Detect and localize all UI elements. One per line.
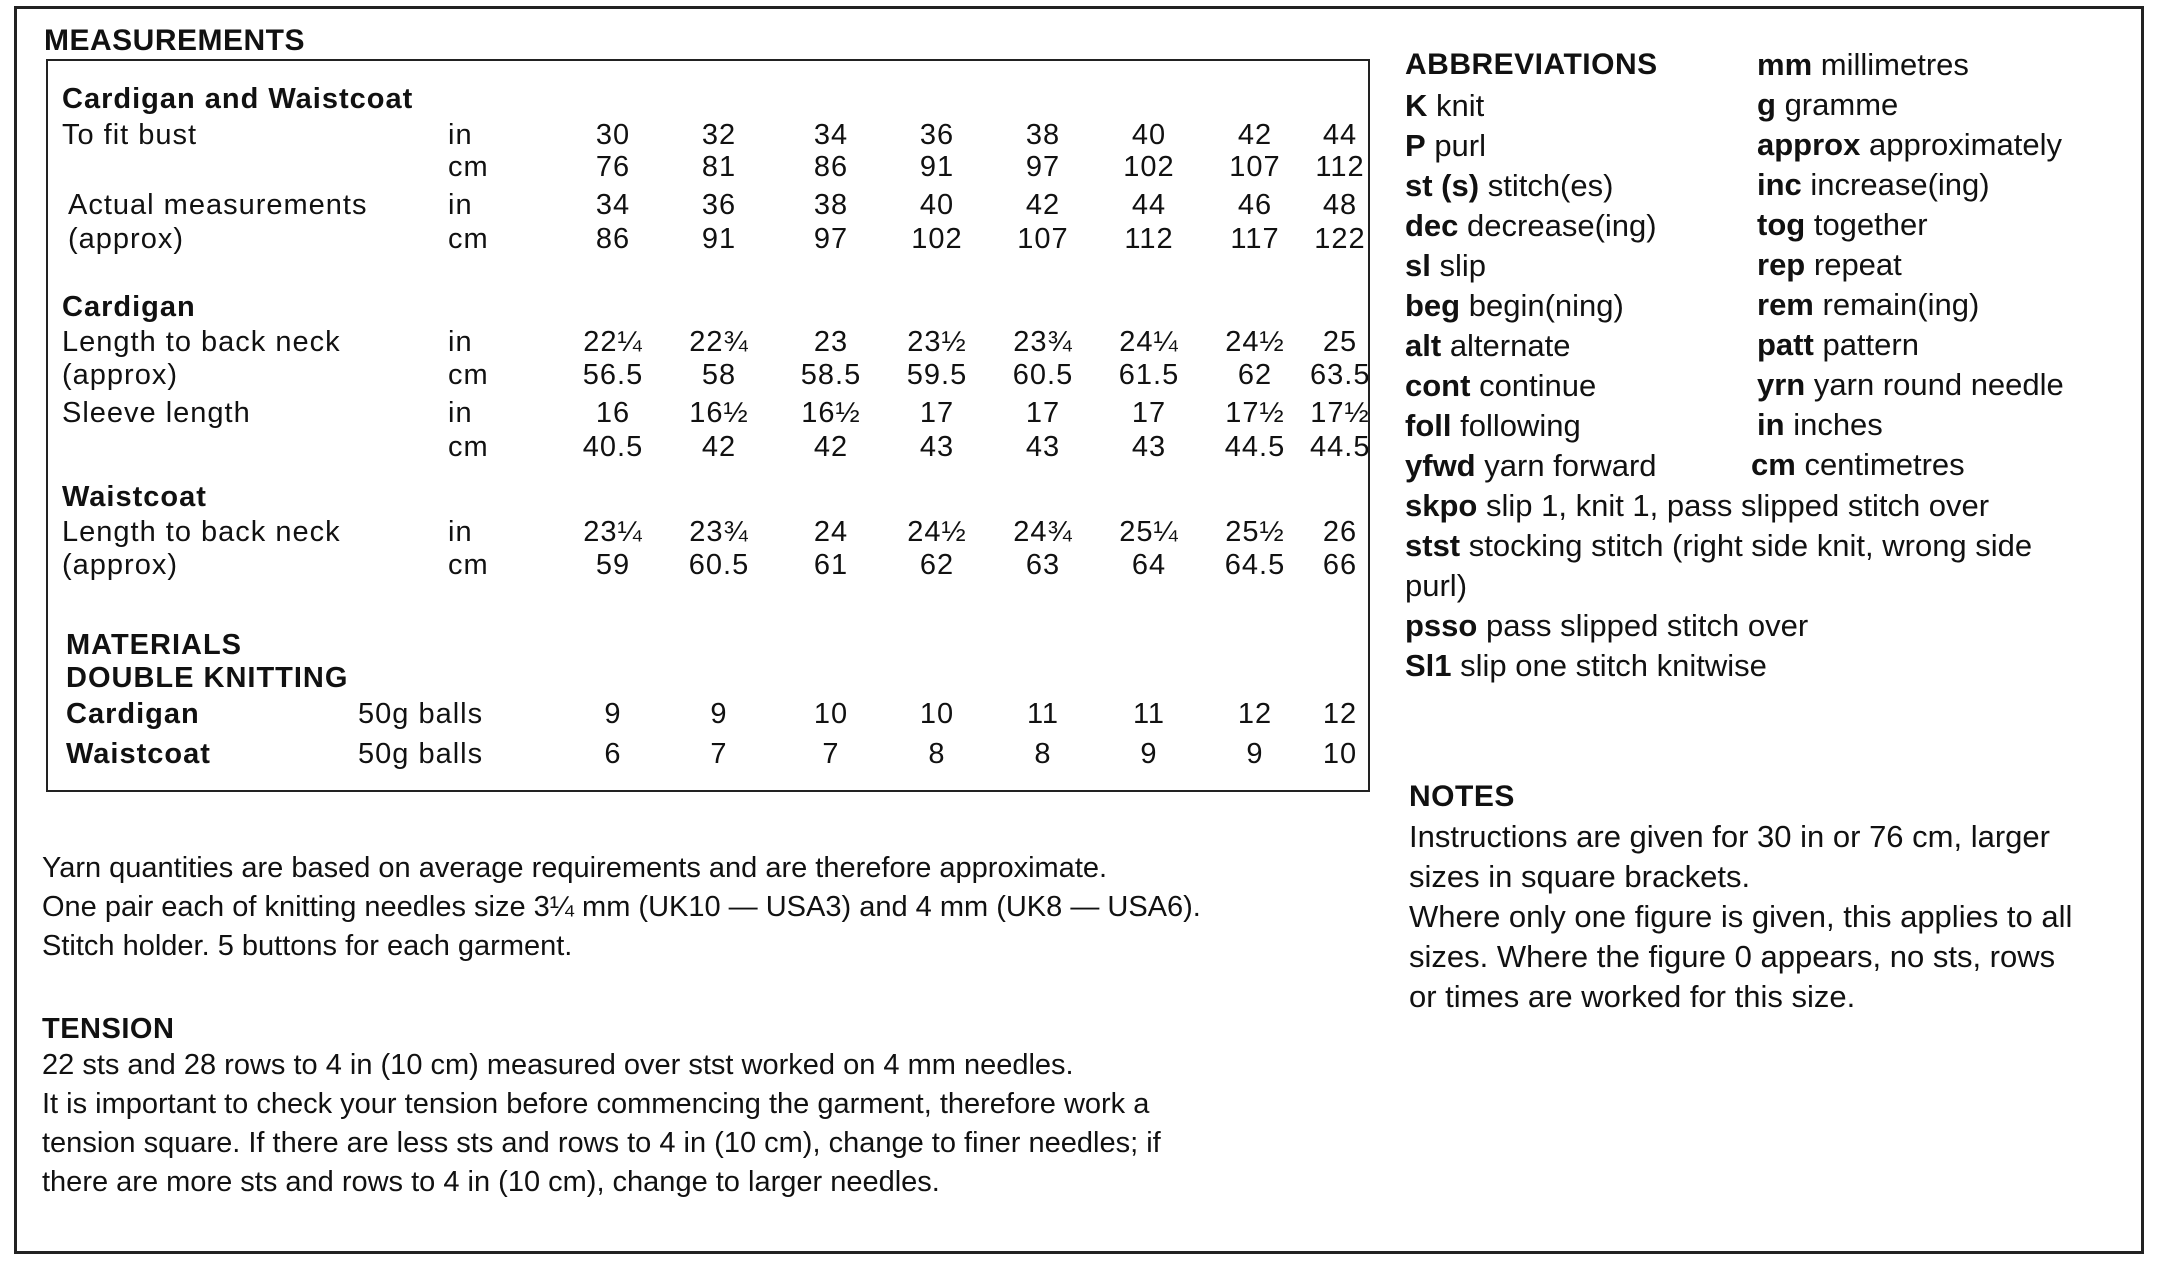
notes-heading: NOTES — [1409, 780, 1515, 813]
abbreviations-heading: ABBREVIATIONS — [1405, 48, 1658, 81]
section-materials: MATERIALS — [66, 629, 243, 661]
table-row: Actual measurements in 34 36 38 40 42 44 46 48 — [68, 189, 1358, 221]
tension-text: 22 sts and 28 rows to 4 in (10 cm) measured over stst worked on 4 mm needles. It is important to check your tension before commencing the garment, therefore work a tension square. If there are less sts and rows to 4 in (10 cm), change to finer needles; if there are more sts and rows to 4 in (10 cm), change to larger needles. — [42, 1049, 1161, 1198]
section-double-knitting: DOUBLE KNITTING — [66, 662, 349, 694]
table-row: To fit bust in 30 32 34 36 38 40 42 44 — [62, 119, 1358, 151]
table-row: (approx) cm 56.5 58 58.5 59.5 60.5 61.5 62 63.5 — [62, 359, 1371, 391]
table-row: Length to back neck in 22¼ 22¾ 23 23½ 23¾ 24¼ 24½ 25 — [62, 326, 1358, 358]
table-row: cm 76 81 86 91 97 102 107 112 — [448, 151, 1365, 183]
abbreviations-list-2: mm millimetres g gramme approx approximately inc increase(ing) tog together rep repeat rem remain(ing) patt pattern yrn yarn round needle in inches cm centimetres — [1751, 47, 2064, 482]
table-row: Waistcoat 50g balls 6 7 7 8 8 9 9 10 — [66, 738, 1358, 770]
abbreviations-list-1: K knit P purl st (s) stitch(es) dec decrease(ing) sl slip beg begin(ning) alt alternate cont continue foll following yfwd yarn forward — [1405, 88, 1657, 483]
abbreviations-list-wide: skpo slip 1, knit 1, pass slipped stitch over stst stocking stitch (right side knit, wrong side purl) psso pass slipped stitch over Sl1 slip one stitch knitwise — [1405, 488, 2033, 683]
table-row: Sleeve length in 16 16½ 16½ 17 17 17 17½ 17½ — [62, 397, 1370, 429]
notes-text: Instructions are given for 30 in or 76 cm, larger sizes in square brackets. Where only one figure is given, this applies to all sizes. Where the figure 0 appears, no sts, rows or times are worked for this size. — [1409, 819, 2073, 1014]
measurements-table — [46, 59, 1370, 792]
table-row: (approx) cm 59 60.5 61 62 63 64 64.5 66 — [62, 549, 1358, 581]
table-row: (approx) cm 86 91 97 102 107 112 117 122 — [68, 223, 1366, 255]
section-waistcoat: Waistcoat — [62, 481, 207, 513]
tension-heading: TENSION — [42, 1013, 175, 1045]
section-cardigan-waistcoat: Cardigan and Waistcoat — [62, 83, 414, 115]
table-row: cm 40.5 42 42 43 43 43 44.5 44.5 — [448, 431, 1371, 463]
section-cardigan: Cardigan — [62, 291, 196, 323]
table-row: Cardigan 50g balls 9 9 10 10 11 11 12 12 — [66, 698, 1358, 730]
table-row: Length to back neck in 23¼ 23¾ 24 24½ 24¾ 25¼ 25½ 26 — [62, 516, 1358, 548]
measurements-heading: MEASUREMENTS — [44, 24, 306, 57]
yarn-notes: Yarn quantities are based on average requirements and are therefore approximate. One pair each of knitting needles size 3¼ mm (UK10 — USA3) and 4 mm (UK8 — USA6). Stitch holder. 5 buttons for each garment. — [42, 852, 1201, 962]
